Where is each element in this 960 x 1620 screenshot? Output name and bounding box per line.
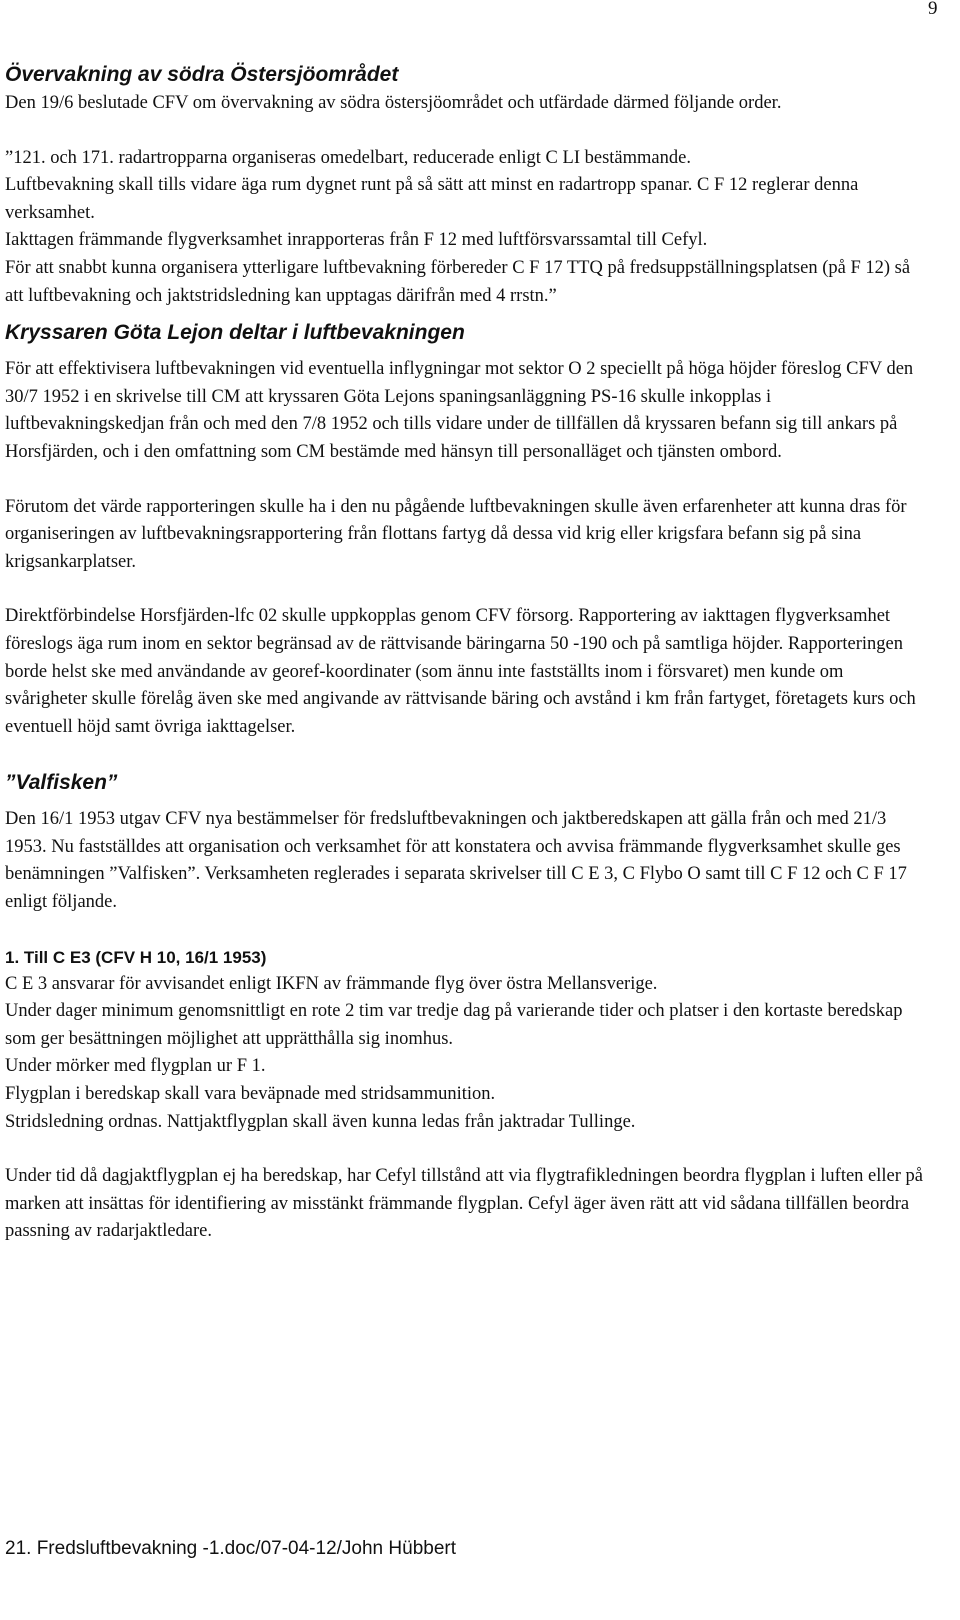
heading-till-c-e3: 1. Till C E3 (CFV H 10, 16/1 1953) bbox=[5, 947, 267, 967]
list-line: Flygplan i beredskap skall vara beväpnade med stridsammunition. bbox=[5, 1084, 496, 1105]
heading-valfisken: ”Valfisken” bbox=[5, 771, 118, 795]
list-line: Under dager minimum genomsnittligt en rote 2 tim var tredje dag på varierande tider och platser i den kortaste beredskap som ger besättningen möjlighet att upprätthålla sig inomhus. bbox=[5, 1001, 903, 1049]
spacer bbox=[5, 576, 930, 603]
list-line: Stridsledning ordnas. Nattjaktflygplan skall även kunna ledas från jaktradar Tullinge. bbox=[5, 1111, 636, 1132]
list-line: Under mörker med flygplan ur F 1. bbox=[5, 1056, 266, 1077]
spacer bbox=[5, 310, 930, 318]
page-number: 9 bbox=[928, 0, 938, 19]
paragraph-intro: Den 19/6 beslutade CFV om övervakning av södra östersjöområdet och utfärdade därmed följande order. bbox=[5, 93, 782, 113]
paragraph: Under tid då dagjaktflygplan ej ha beredskap, har Cefyl tillstånd att via flygtrafikledningen beordra flygplan i luften eller på marken att insättas för identifiering av misstänkt främmande flygplan. Cefyl äger även rätt att vid sådana tillfällen beordra passning av radarjaktledare. bbox=[5, 1166, 924, 1242]
paragraph: För att effektivisera luftbevakningen vid eventuella inflygningar mot sektor O 2 speciellt på höga höjder föreslog CFV den 30/7 1952 i en skrivelse till CM att kryssaren Göta Lejons spaningsanläggning PS-16 skulle inkopplas i luftbevakningskedjan från och med den 7/8 1952 och tills vidare under de tillfällen då kryssaren befann sig till ankars på Horsfjärden, och i den omfattning som CM bestämde med hänsyn till personalläget och tjänsten ombord. bbox=[5, 359, 914, 462]
paragraph: Den 16/1 1953 utgav CFV nya bestämmelser för fredsluftbevakningen och jaktberedskapen att gälla från och med 21/3 1953. Nu fastställdes att organisation och verksamhet för att konstatera och avvisa främmande flygverksamhet skulle ges benämningen ”Valfisken”. Verksamheten reglerades i separata skrivelser till C E 3, C Flybo O samt till C F 12 och C F 17 enligt följande. bbox=[5, 809, 907, 913]
page-body bbox=[5, 60, 930, 1246]
order-line: Luftbevakning skall tills vidare äga rum dygnet runt på så sätt att minst en radartropp spanar. C F 12 reglerar denna verksamhet. bbox=[5, 175, 859, 223]
spacer bbox=[5, 1136, 930, 1163]
spacer bbox=[5, 798, 930, 806]
spacer bbox=[5, 741, 930, 768]
list-line: C E 3 ansvarar för avvisandet enligt IKFN av främmande flyg över östra Mellansverige. bbox=[5, 973, 658, 994]
order-line: Iakttagen främmande flygverksamhet inrapporteras från F 12 med luftförsvarssamtal till Cefyl. bbox=[5, 230, 708, 251]
heading-gota-lejon: Kryssaren Göta Lejon deltar i luftbevakningen bbox=[5, 321, 465, 345]
paragraph: Förutom det värde rapporteringen skulle ha i den nu pågående luftbevakningen skulle även erfarenheter att kunna dras för organiseringen av luftbevakningsrapportering från flottans fartyg då dessa vid krig eller krigsfara befann sig på sina krigsankarplatser. bbox=[5, 496, 907, 572]
heading-sodra-ostersjoomradet: Övervakning av södra Östersjöområdet bbox=[5, 63, 399, 86]
page-footer: 21. Fredsluftbevakning -1.doc/07-04-12/John Hübbert bbox=[5, 1538, 456, 1559]
order-line: ”121. och 171. radartropparna organiseras omedelbart, reducerade enligt C LI bestämmande. bbox=[5, 147, 691, 168]
spacer bbox=[5, 348, 930, 356]
spacer bbox=[5, 118, 930, 145]
paragraph: Direktförbindelse Horsfjärden-lfc 02 skulle uppkopplas genom CFV försorg. Rapportering av iakttagen flygverksamhet föreslogs äga rum inom en sektor begränsad av de rättvisande bäringarna 50 -190 och på samtliga höjder. Rapporteringen borde helst ske med användande av georef-koordinater (som ännu inte fastställts inom i försvaret) men kunde om svårigheter skulle förelåg även ske med angivande av rättvisande bäring och avstånd i km från fartyget, företagets kurs och eventuell höjd samt övriga iakttagelser. bbox=[5, 606, 916, 737]
spacer bbox=[5, 917, 930, 944]
spacer bbox=[5, 467, 930, 494]
order-line: För att snabbt kunna organisera ytterligare luftbevakning förbereder C F 17 TTQ på fredsuppställningsplatsen (på F 12) så att luftbevakning och jaktstridsledning kan upptagas därifrån med 4 rrstn.” bbox=[5, 257, 911, 306]
